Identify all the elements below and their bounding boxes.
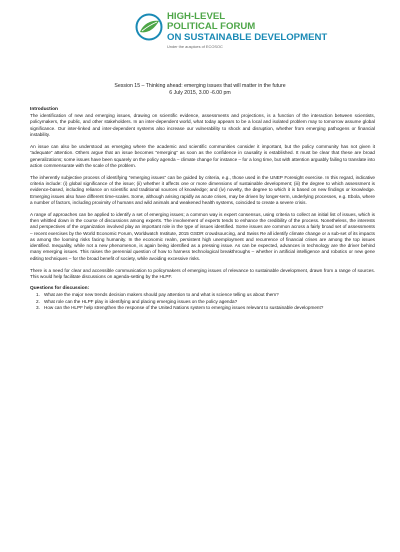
paragraph-2: An issue can also be understood as emerging where the academic and scientific communities consider it important, but the policy community has not given it “adequate” attention. Others argue that an issue becomes “emerging” as soon as the confidence in causality is established. It must be clear that these are broad generalizations; some issues have been squarely on the policy agenda – climate change for instance – for a long time, but with attention arguably failing to translate into action commensurate with the scale of the problem. xyxy=(30,144,375,168)
document-body xyxy=(30,107,375,311)
session-date: 6 July 2015, 3.00 -6.00 pm xyxy=(169,90,231,96)
questions-heading: Questions for discussion: xyxy=(30,286,90,292)
logo-text xyxy=(167,12,327,49)
paragraph-1: The identification of new and emerging issues, drawing on scientific evidence, assessments and projections, is a function of the interaction between scientists, policymakers, the public, and other stakeholders. In an inter-dependent world, what today appears to be a local and isolated problem may to tomorrow assume global significance. Our inter-linked and inter-dependent systems also increase our vulnerability to shock and disruption, whether from emerging pathogens or financial instability. xyxy=(30,113,375,137)
logo-line-3: ON SUSTAINABLE DEVELOPMENT xyxy=(167,31,328,43)
question-number: 1. xyxy=(36,292,40,298)
session-heading xyxy=(0,83,400,97)
question-text: What are the major new trends decision makers should pay attention to and what is science telling us about them? xyxy=(44,292,279,298)
question-text: How can the HLPF help strengthen the response of the United Nations system to emerging issues relevant to sustainable development? xyxy=(44,304,324,310)
logo-line-1: HIGH-LEVEL xyxy=(167,11,226,22)
hlpf-logo xyxy=(134,11,328,74)
question-text: What role can the HLPF play in identifying and placing emerging issues on the policy agenda? xyxy=(44,298,238,304)
session-title: Session 15 – Thinking ahead: emerging issues that will matter in the future xyxy=(114,83,286,89)
questions-list xyxy=(30,292,375,311)
list-item xyxy=(30,305,375,311)
paragraph-4: A range of approaches can be applied to identify a set of emerging issues; a common way is expert consensus, using criteria to collect an initial list of issues, which is then whittled down in the course of discussions among experts. The involvement of experts tends to enhance the credibility of the process. Nonetheless, the interests and perspectives of the organization involved play an important role in the type of issues identified. Some issues are common across a fairly broad set of assessments – recent exercises by the World Economic Forum, Worldwatch Institute, 2015 GSDR crowdsourcing, and Swiss Re all identify climate change or a sub-set of its impacts as among the looming risks facing humanity. In the economic realm, persistent high unemployment and recurrence of financial crises are among the top issues identified. Inequality, while not a new phenomenon, is again being identified as a pressing issue. As can be expected, advances in technology are the driver behind many emerging issues. This raises the perennial question of how to harness technological breakthroughs – whether in artificial intelligence and robotics or new gene editing techniques – for the broad benefit of society, while avoiding excessive risks. xyxy=(30,212,375,261)
logo-subtitle: Under the auspices of ECOSOC xyxy=(167,44,223,50)
globe-leaf-icon xyxy=(134,12,164,42)
paragraph-3: The inherently subjective process of identifying “emerging issues” can be guided by criteria, e.g., those used in the UNEP Foresight exercise. In this regard, indicative criteria include: (i) global significance of the issue; (ii) whether it affects one or more dimensions of sustainable development; (iii) the degree to which assessment is evidence-based, including reliance on scientific and traditional sources of knowledge; and (iv) novelty, the degree to which it is based on new findings or knowledge. Emerging issues also have different time-scales. Some, although arising rapidly as acute crises, may be driven by longer-term, underlying processes, e.g. Ebola, where a number of factors, including proximity of humans and wild animals and weakened health systems, coincided to create a severe crisis. xyxy=(30,174,375,205)
question-number: 2. xyxy=(36,298,40,304)
logo-line-2: POLITICAL FORUM xyxy=(167,21,256,33)
paragraph-5: There is a need for clear and accessible communication to policymakers of emerging issues of relevance to sustainable development, drawn from a range of sources. This would help facilitate discussions on agenda-setting by the HLPF. xyxy=(30,267,375,280)
introduction-heading: Introduction xyxy=(30,107,58,112)
question-number: 3. xyxy=(36,304,40,310)
